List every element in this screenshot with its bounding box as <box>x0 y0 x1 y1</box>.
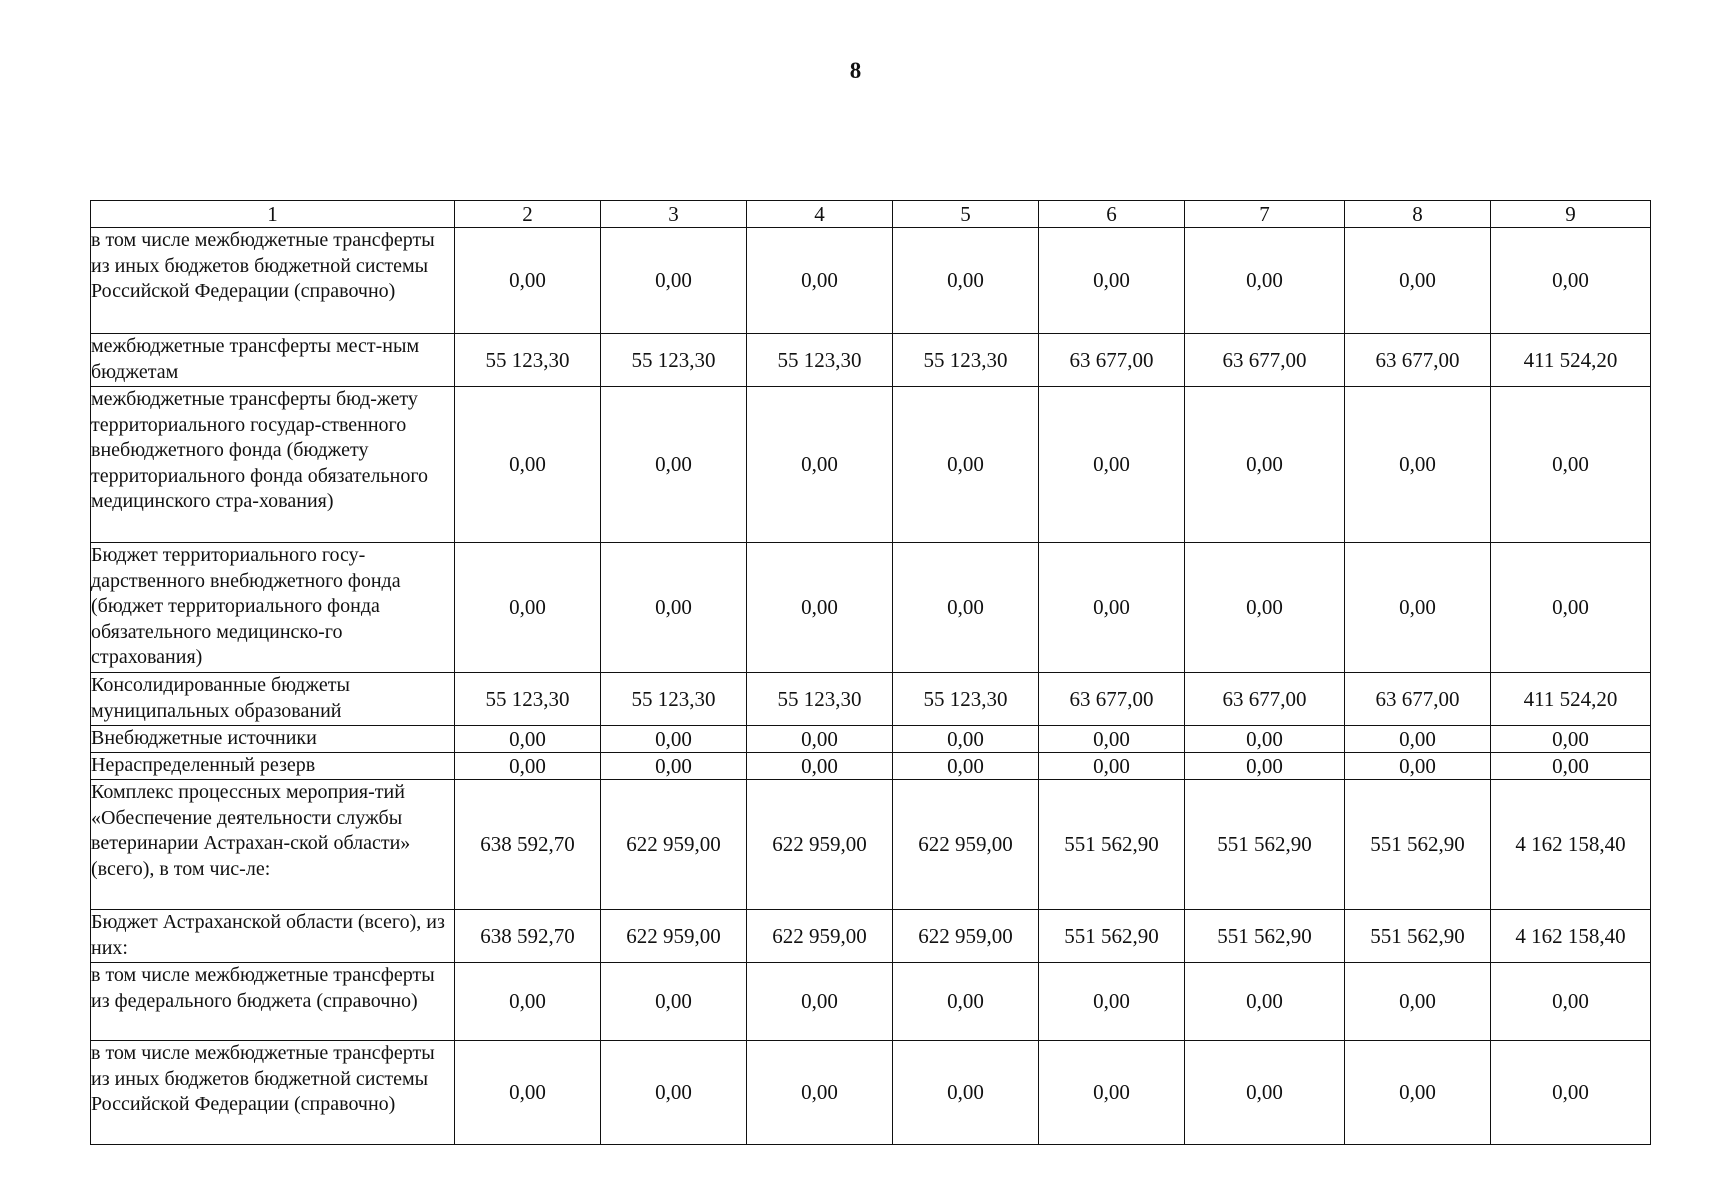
row-label: Внебюджетные источники <box>91 726 455 753</box>
table-row <box>91 387 1651 543</box>
column-number: 4 <box>747 201 893 228</box>
row-label: межбюджетные трансферты мест-ным бюджетам <box>91 334 455 387</box>
table-cell: 63 677,00 <box>1345 673 1491 726</box>
table-cell: 411 524,20 <box>1491 334 1651 387</box>
table-row <box>91 673 1651 726</box>
table-cell: 551 562,90 <box>1039 780 1185 910</box>
table-cell: 0,00 <box>1185 1041 1345 1145</box>
table-cell: 0,00 <box>893 963 1039 1041</box>
table-cell: 0,00 <box>455 726 601 753</box>
table-cell: 0,00 <box>1345 228 1491 334</box>
table-cell: 0,00 <box>1039 228 1185 334</box>
table-cell: 63 677,00 <box>1039 673 1185 726</box>
table-cell: 0,00 <box>893 753 1039 780</box>
table-row <box>91 1041 1651 1145</box>
table-row <box>91 910 1651 963</box>
table-cell: 0,00 <box>893 726 1039 753</box>
table-cell: 0,00 <box>1345 1041 1491 1145</box>
table-cell: 55 123,30 <box>601 673 747 726</box>
table-cell: 0,00 <box>1491 726 1651 753</box>
column-number: 5 <box>893 201 1039 228</box>
table-cell: 0,00 <box>1185 963 1345 1041</box>
table-cell: 55 123,30 <box>893 334 1039 387</box>
table-cell: 4 162 158,40 <box>1491 910 1651 963</box>
row-label: в том числе межбюджетные трансферты из иных бюджетов бюджетной системы Российской Федерации (справочно) <box>91 1041 455 1145</box>
table-cell: 551 562,90 <box>1039 910 1185 963</box>
table-row <box>91 334 1651 387</box>
budget-table <box>90 200 1651 1145</box>
table-cell: 63 677,00 <box>1185 334 1345 387</box>
table-cell: 55 123,30 <box>747 673 893 726</box>
table-cell: 0,00 <box>747 726 893 753</box>
table-cell: 0,00 <box>1039 1041 1185 1145</box>
table-cell: 63 677,00 <box>1039 334 1185 387</box>
table-cell: 0,00 <box>455 387 601 543</box>
table-row <box>91 726 1651 753</box>
table-cell: 0,00 <box>1491 753 1651 780</box>
table-row <box>91 780 1651 910</box>
table-cell: 4 162 158,40 <box>1491 780 1651 910</box>
table-cell: 0,00 <box>1345 963 1491 1041</box>
row-label: Бюджет территориального госу-дарственного внебюджетного фонда (бюджет территориального фонда обязательного медицинско-го страхования) <box>91 543 455 673</box>
table-cell: 0,00 <box>1039 753 1185 780</box>
table-row <box>91 543 1651 673</box>
table-cell: 55 123,30 <box>601 334 747 387</box>
table-cell: 0,00 <box>747 387 893 543</box>
row-label: Консолидированные бюджеты муниципальных образований <box>91 673 455 726</box>
table-cell: 0,00 <box>747 1041 893 1145</box>
table-cell: 0,00 <box>1185 726 1345 753</box>
table-cell: 622 959,00 <box>747 910 893 963</box>
table-cell: 0,00 <box>893 228 1039 334</box>
column-number: 3 <box>601 201 747 228</box>
table-cell: 63 677,00 <box>1345 334 1491 387</box>
row-label: Бюджет Астраханской области (всего), из них: <box>91 910 455 963</box>
table-cell: 0,00 <box>1491 543 1651 673</box>
table-cell: 55 123,30 <box>455 334 601 387</box>
table-cell: 0,00 <box>1185 753 1345 780</box>
table-cell: 0,00 <box>747 963 893 1041</box>
table-cell: 622 959,00 <box>601 780 747 910</box>
table-cell: 0,00 <box>893 543 1039 673</box>
table-cell: 551 562,90 <box>1345 780 1491 910</box>
column-number: 9 <box>1491 201 1651 228</box>
table-cell: 0,00 <box>1039 543 1185 673</box>
column-number: 6 <box>1039 201 1185 228</box>
table-cell: 0,00 <box>1491 387 1651 543</box>
table-cell: 0,00 <box>1039 387 1185 543</box>
table-cell: 0,00 <box>1039 726 1185 753</box>
table-cell: 55 123,30 <box>455 673 601 726</box>
column-number-row <box>91 201 1651 228</box>
table-cell: 0,00 <box>1345 753 1491 780</box>
table-cell: 0,00 <box>1185 228 1345 334</box>
table-cell: 63 677,00 <box>1185 673 1345 726</box>
table-cell: 0,00 <box>1345 387 1491 543</box>
row-label: в том числе межбюджетные трансферты из иных бюджетов бюджетной системы Российской Федерации (справочно) <box>91 228 455 334</box>
table-row <box>91 228 1651 334</box>
table-cell: 0,00 <box>1185 387 1345 543</box>
row-label: в том числе межбюджетные трансферты из федерального бюджета (справочно) <box>91 963 455 1041</box>
table-row <box>91 963 1651 1041</box>
table-cell: 0,00 <box>601 963 747 1041</box>
column-number: 8 <box>1345 201 1491 228</box>
row-label: межбюджетные трансферты бюд-жету территориального государ-ственного внебюджетного фонда (бюджету территориального фонда обязательного медицинского стра-хования) <box>91 387 455 543</box>
table-cell: 0,00 <box>1491 228 1651 334</box>
table-cell: 622 959,00 <box>893 910 1039 963</box>
table-cell: 0,00 <box>1491 1041 1651 1145</box>
table-cell: 0,00 <box>747 753 893 780</box>
table-cell: 0,00 <box>455 543 601 673</box>
table-cell: 622 959,00 <box>601 910 747 963</box>
table-row <box>91 753 1651 780</box>
table-cell: 0,00 <box>893 1041 1039 1145</box>
table-cell: 0,00 <box>1491 963 1651 1041</box>
table-cell: 0,00 <box>1345 726 1491 753</box>
table-cell: 55 123,30 <box>893 673 1039 726</box>
table-cell: 0,00 <box>1345 543 1491 673</box>
table-cell: 622 959,00 <box>893 780 1039 910</box>
table-cell: 411 524,20 <box>1491 673 1651 726</box>
column-number: 7 <box>1185 201 1345 228</box>
table-cell: 0,00 <box>601 753 747 780</box>
table-cell: 638 592,70 <box>455 780 601 910</box>
row-label: Нераспределенный резерв <box>91 753 455 780</box>
table-cell: 55 123,30 <box>747 334 893 387</box>
table-cell: 551 562,90 <box>1185 780 1345 910</box>
column-number: 1 <box>91 201 455 228</box>
table-cell: 0,00 <box>893 387 1039 543</box>
table-cell: 0,00 <box>601 543 747 673</box>
table-cell: 0,00 <box>601 726 747 753</box>
column-number: 2 <box>455 201 601 228</box>
table-cell: 622 959,00 <box>747 780 893 910</box>
table-cell: 0,00 <box>601 228 747 334</box>
table-cell: 551 562,90 <box>1185 910 1345 963</box>
table-cell: 0,00 <box>601 387 747 543</box>
table-cell: 638 592,70 <box>455 910 601 963</box>
table-cell: 0,00 <box>601 1041 747 1145</box>
table-cell: 0,00 <box>747 228 893 334</box>
table-cell: 551 562,90 <box>1345 910 1491 963</box>
table-cell: 0,00 <box>455 963 601 1041</box>
page-number: 8 <box>849 58 862 83</box>
table-cell: 0,00 <box>455 753 601 780</box>
table-cell: 0,00 <box>455 1041 601 1145</box>
table-cell: 0,00 <box>747 543 893 673</box>
table-cell: 0,00 <box>455 228 601 334</box>
table-cell: 0,00 <box>1185 543 1345 673</box>
row-label: Комплекс процессных мероприя-тий «Обеспечение деятельности службы ветеринарии Астрахан-ской области» (всего), в том чис-ле: <box>91 780 455 910</box>
table-cell: 0,00 <box>1039 963 1185 1041</box>
